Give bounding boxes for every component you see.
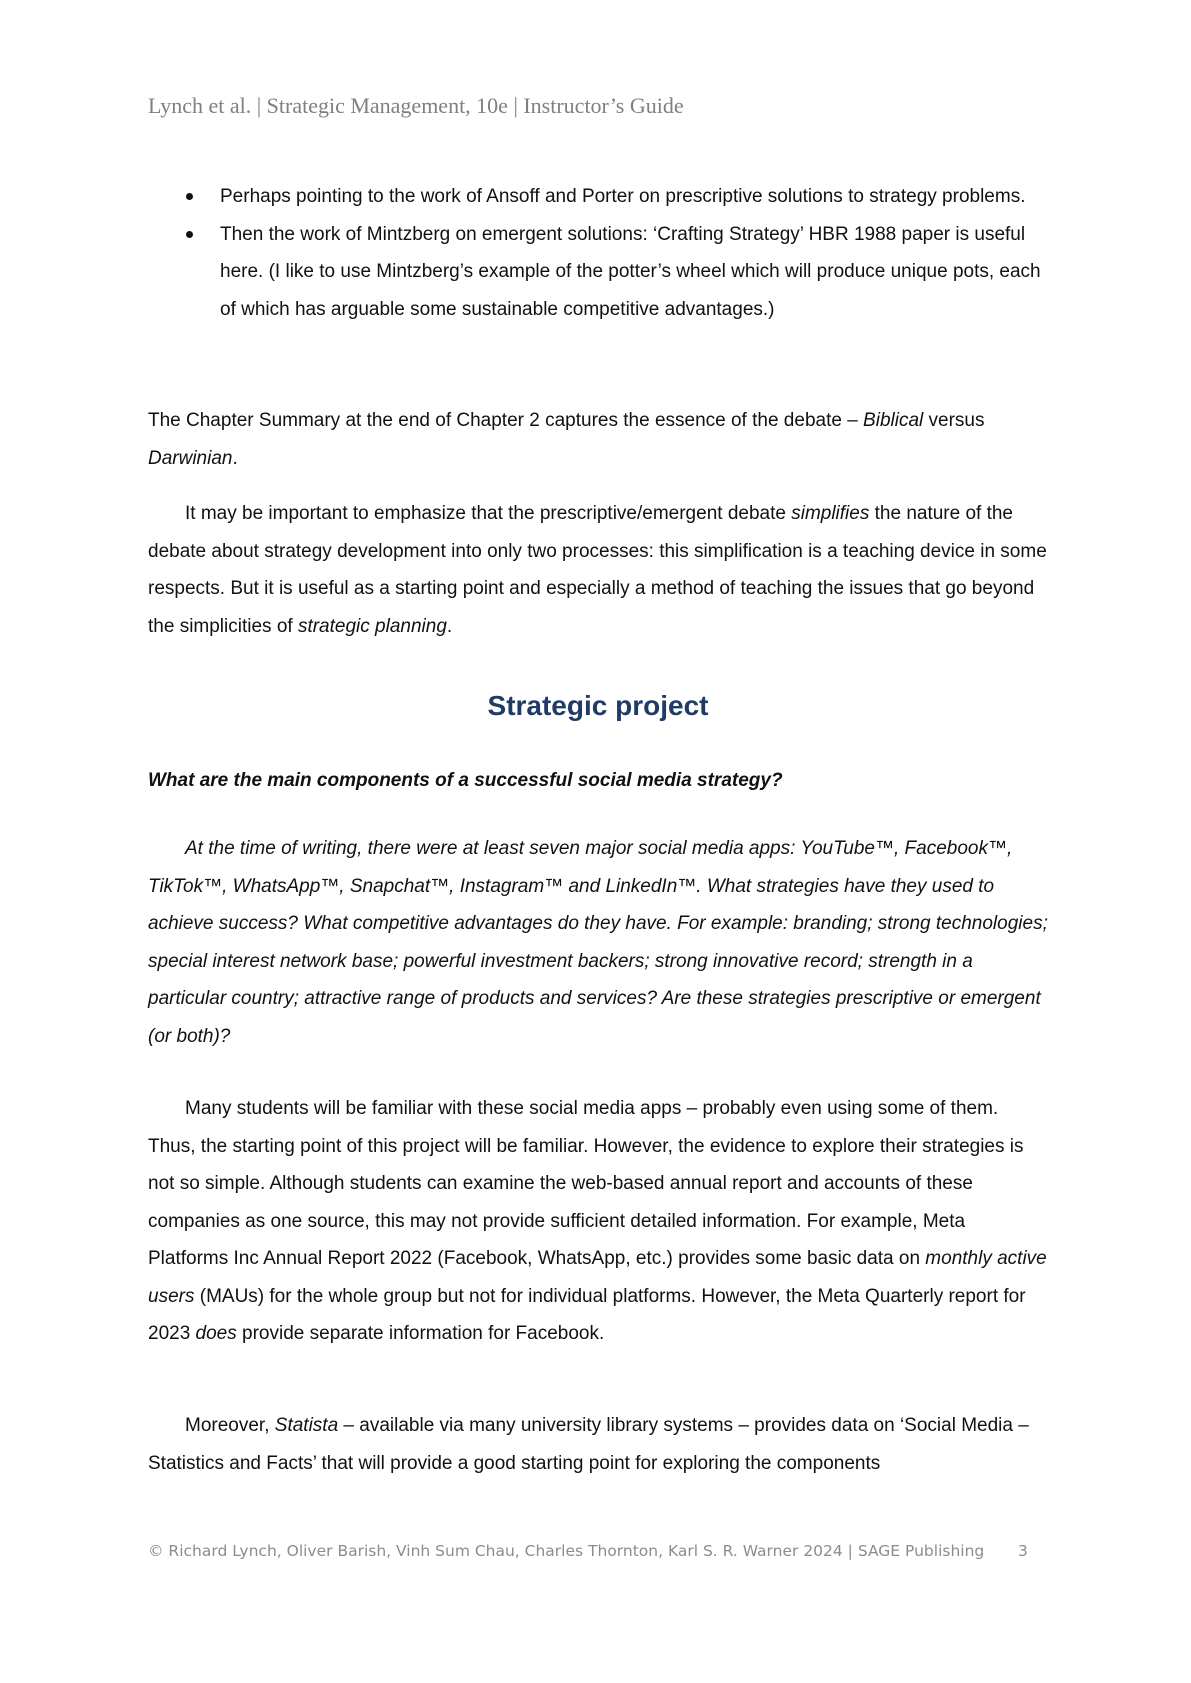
- paragraph-emphasize: It may be important to emphasize that the prescriptive/emergent debate simplifies the nature of the debate about strategy development into only two processes: this simplification is a teaching device in some respects. But it is useful as a starting point and especially a method of teaching the issues that go beyond the simplicities of strategic planning.: [148, 503, 1047, 637]
- bullet-item: [148, 216, 1048, 329]
- page-footer: [148, 1542, 1048, 1560]
- project-question: What are the main components of a successful social media strategy?: [148, 770, 783, 791]
- paragraph-students: Many students will be familiar with these social media apps – probably even using some of them. Thus, the starting point of this project will be familiar. However, the evidence to explore their strategies is not so simple. Although students can examine the web-based annual report and accounts of these companies as one source, this may not provide sufficient detailed information. For example, Meta Platforms Inc Annual Report 2022 (Facebook, WhatsApp, etc.) provides some basic data on monthly active users (MAUs) for the whole group but not for individual platforms. However, the Meta Quarterly report for 2023 does provide separate information for Facebook.: [148, 1098, 1047, 1344]
- bullet-dot-icon: [186, 193, 193, 200]
- paragraph-chapter-summary: The Chapter Summary at the end of Chapter 2 captures the essence of the debate – Biblical versus Darwinian.: [148, 410, 985, 469]
- paragraph-statista: Moreover, Statista – available via many university library systems – provides data on ‘Social Media – Statistics and Facts’ that will provide a good starting point for exploring the components: [148, 1415, 1029, 1474]
- bullet-dot-icon: [186, 231, 193, 238]
- section-heading: Strategic project: [487, 690, 709, 721]
- page-number: 3: [1018, 1542, 1028, 1560]
- bullet-text: Then the work of Mintzberg on emergent solutions: ‘Crafting Strategy’ HBR 1988 paper is useful here. (I like to use Mintzberg’s example of the potter’s wheel which will produce unique pots, each of which has arguable some sustainable competitive advantages.): [220, 223, 1041, 320]
- bullet-text: Perhaps pointing to the work of Ansoff and Porter on prescriptive solutions to strategy problems.: [220, 186, 1026, 207]
- bullet-list: [148, 178, 1048, 328]
- running-head: Lynch et al. | Strategic Management, 10e | Instructor’s Guide: [148, 93, 684, 118]
- footer-copyright: © Richard Lynch, Oliver Barish, Vinh Sum Chau, Charles Thornton, Karl S. R. Warner 2024 | SAGE Publishing: [148, 1542, 985, 1560]
- bullet-item: [148, 178, 1048, 216]
- paragraph-social-media-apps: At the time of writing, there were at least seven major social media apps: YouTube™, Facebook™, TikTok™, WhatsApp™, Snapchat™, Instagram™ and LinkedIn™. What strategies have they used to achieve success? What competitive advantages do they have. For example: branding; strong technologies; special interest network base; powerful investment backers; strong innovative record; strength in a particular country; attractive range of products and services? Are these strategies prescriptive or emergent (or both)?: [148, 838, 1048, 1047]
